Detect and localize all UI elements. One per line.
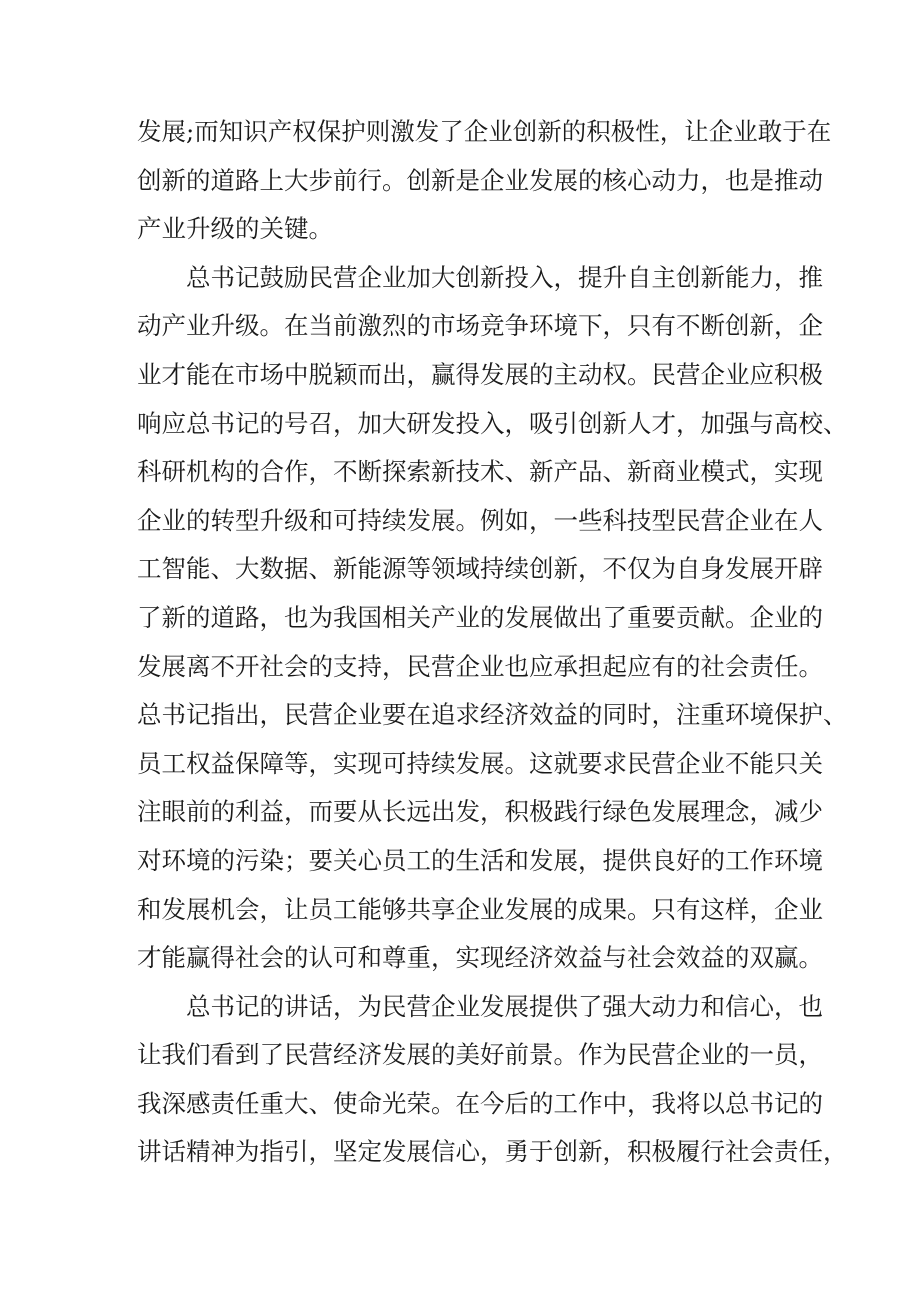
text-line: 讲话精神为指引，坚定发展信心，勇于创新，积极履行社会责任， [137,1137,848,1167]
text-line: 员工权益保障等，实现可持续发展。这就要求民营企业不能只关 [137,748,823,778]
text-line: 企业的转型升级和可持续发展。例如，一些科技型民营企业在人 [137,505,823,535]
text-line: 创新的道路上大步前行。创新是企业发展的核心动力，也是推动 [137,165,823,195]
text-line: 业才能在市场中脱颖而出，赢得发展的主动权。民营企业应积极 [137,359,823,389]
text-line: 发展;而知识产权保护则激发了企业创新的积极性，让企业敢于在 [137,117,832,146]
text-line: 对环境的污染；要关心员工的生活和发展，提供良好的工作环境 [137,845,823,875]
paragraph-start-line: 总书记的讲话，为民营企业发展提供了强大动力和信心，也 [186,991,823,1021]
text-line: 和发展机会，让员工能够共享企业发展的成果。只有这样，企业 [137,894,823,924]
text-line: 发展离不开社会的支持，民营企业也应承担起应有的社会责任。 [137,651,823,681]
text-line: 工智能、大数据、新能源等领域持续创新，不仅为自身发展开辟 [137,554,823,584]
document-body [137,108,848,1177]
text-line: 我深感责任重大、使命光荣。在今后的工作中，我将以总书记的 [137,1088,823,1118]
text-line: 了新的道路，也为我国相关产业的发展做出了重要贡献。企业的 [137,602,823,632]
text-line: 总书记指出，民营企业要在追求经济效益的同时，注重环境保护、 [137,700,848,730]
text-line: 产业升级的关键。 [137,214,333,244]
text-line: 动产业升级。在当前激烈的市场竞争环境下，只有不断创新，企 [137,311,823,341]
paragraph-start-line: 总书记鼓励民营企业加大创新投入，提升自主创新能力，推 [186,262,823,292]
text-line: 才能赢得社会的认可和尊重，实现经济效益与社会效益的双赢。 [137,943,823,973]
text-line: 科研机构的合作，不断探索新技术、新产品、新商业模式，实现 [137,457,823,487]
text-line: 注眼前的利益，而要从长远出发，积极践行绿色发展理念，减少 [137,797,823,827]
text-line: 让我们看到了民营经济发展的美好前景。作为民营企业的一员， [137,1040,823,1070]
text-line: 响应总书记的号召，加大研发投入，吸引创新人才，加强与高校、 [137,408,848,438]
